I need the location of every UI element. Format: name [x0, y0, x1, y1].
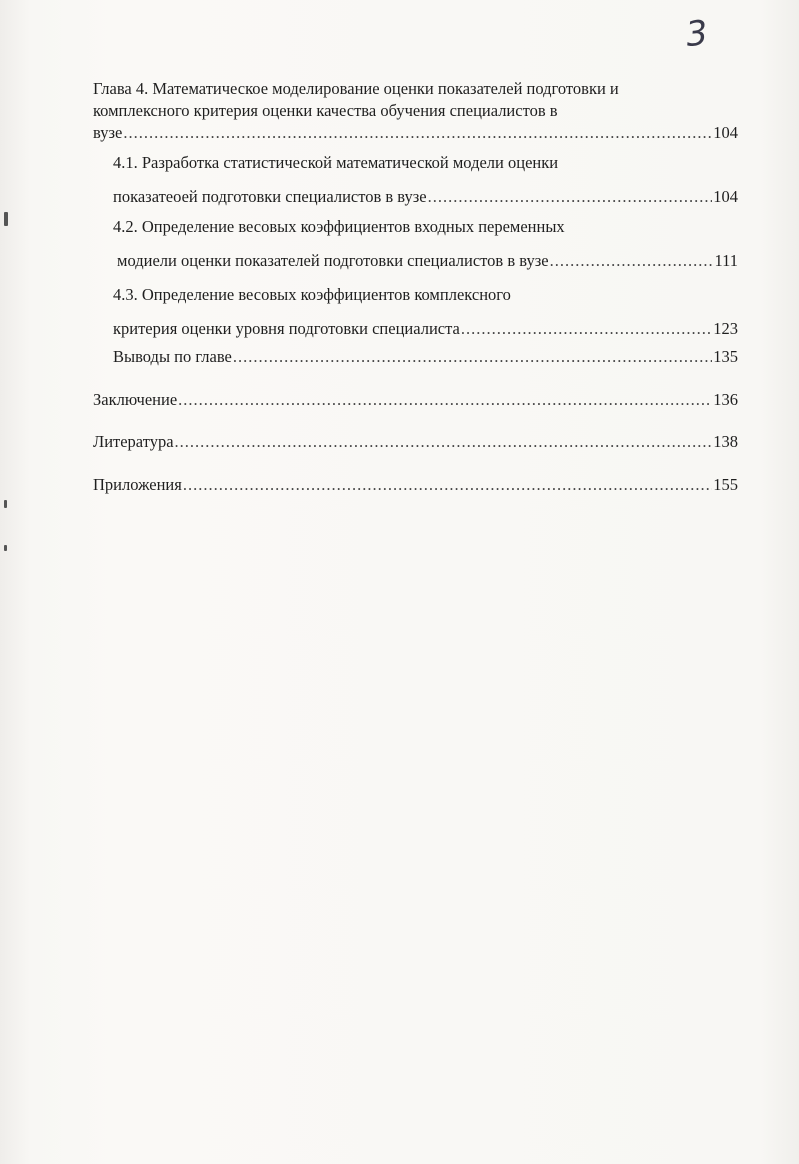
toc-entry-text: Выводы по главе: [113, 347, 232, 366]
toc-entry-references: [93, 431, 738, 453]
toc-entry-line: [113, 180, 738, 214]
toc-entry-text: Литература: [93, 432, 174, 451]
toc-entry-text: Заключение: [93, 390, 178, 409]
toc-entry-chapter-conclusions: [113, 346, 738, 368]
handwritten-page-number: 3: [683, 12, 710, 56]
toc-entry-text: критерия оценки уровня подготовки специалиста: [113, 319, 460, 338]
toc-entry-text: комплексного критерия оценки качества обучения специалистов в: [93, 101, 558, 120]
toc-entry-text: 4.3. Определение весовых коэффициентов комплексного: [113, 285, 511, 304]
toc-page-number: 138: [713, 432, 738, 451]
toc-entry-line: [113, 312, 738, 346]
toc-entry-text: Глава 4. Математическое моделирование оценки показателей подготовки и: [93, 79, 619, 98]
dot-leader: [428, 180, 713, 214]
dot-leader: [550, 244, 714, 278]
binding-mark: [4, 545, 7, 551]
toc-entry-text: модиели оценки показателей подготовки специалистов в вузе: [117, 251, 549, 270]
toc-page-number: 111: [714, 251, 738, 270]
binding-mark: [4, 212, 8, 226]
dot-leader: [233, 346, 712, 368]
binding-mark: [4, 500, 7, 508]
dot-leader: [461, 312, 712, 346]
toc-entry-line: [93, 431, 738, 453]
toc-entry-section-4-2: [113, 210, 738, 278]
toc-entry-section-4-3: [113, 278, 738, 346]
toc-entry-text: Приложения: [93, 475, 182, 494]
toc-entry-line: [113, 346, 738, 368]
toc-entry-line: [93, 474, 738, 496]
dot-leader: [183, 474, 712, 496]
dot-leader: [175, 431, 713, 453]
toc-entry-line: [113, 244, 738, 278]
toc-entry-line: [93, 122, 738, 144]
toc-page-number: 136: [713, 390, 738, 409]
toc-entry-text: 4.1. Разработка статистической математической модели оценки: [113, 153, 559, 172]
toc-entry-text: показатеоей подготовки специалистов в вузе: [113, 187, 427, 206]
toc-entry-text: вузе: [93, 123, 123, 142]
toc-entry-chapter-4: [93, 78, 738, 144]
dot-leader: [178, 389, 712, 411]
toc-entry-line: [93, 389, 738, 411]
dot-leader: [123, 122, 712, 144]
toc-page-number: 123: [713, 319, 738, 338]
toc-entry-appendices: [93, 474, 738, 496]
toc-page-number: 104: [713, 123, 738, 142]
toc-entry-section-4-1: [113, 146, 738, 214]
toc-page-number: 135: [713, 347, 738, 366]
toc-entry-conclusion: [93, 389, 738, 411]
toc-page-number: 155: [713, 475, 738, 494]
toc-page-number: 104: [713, 187, 738, 206]
toc-entry-text: 4.2. Определение весовых коэффициентов входных переменных: [113, 217, 565, 236]
